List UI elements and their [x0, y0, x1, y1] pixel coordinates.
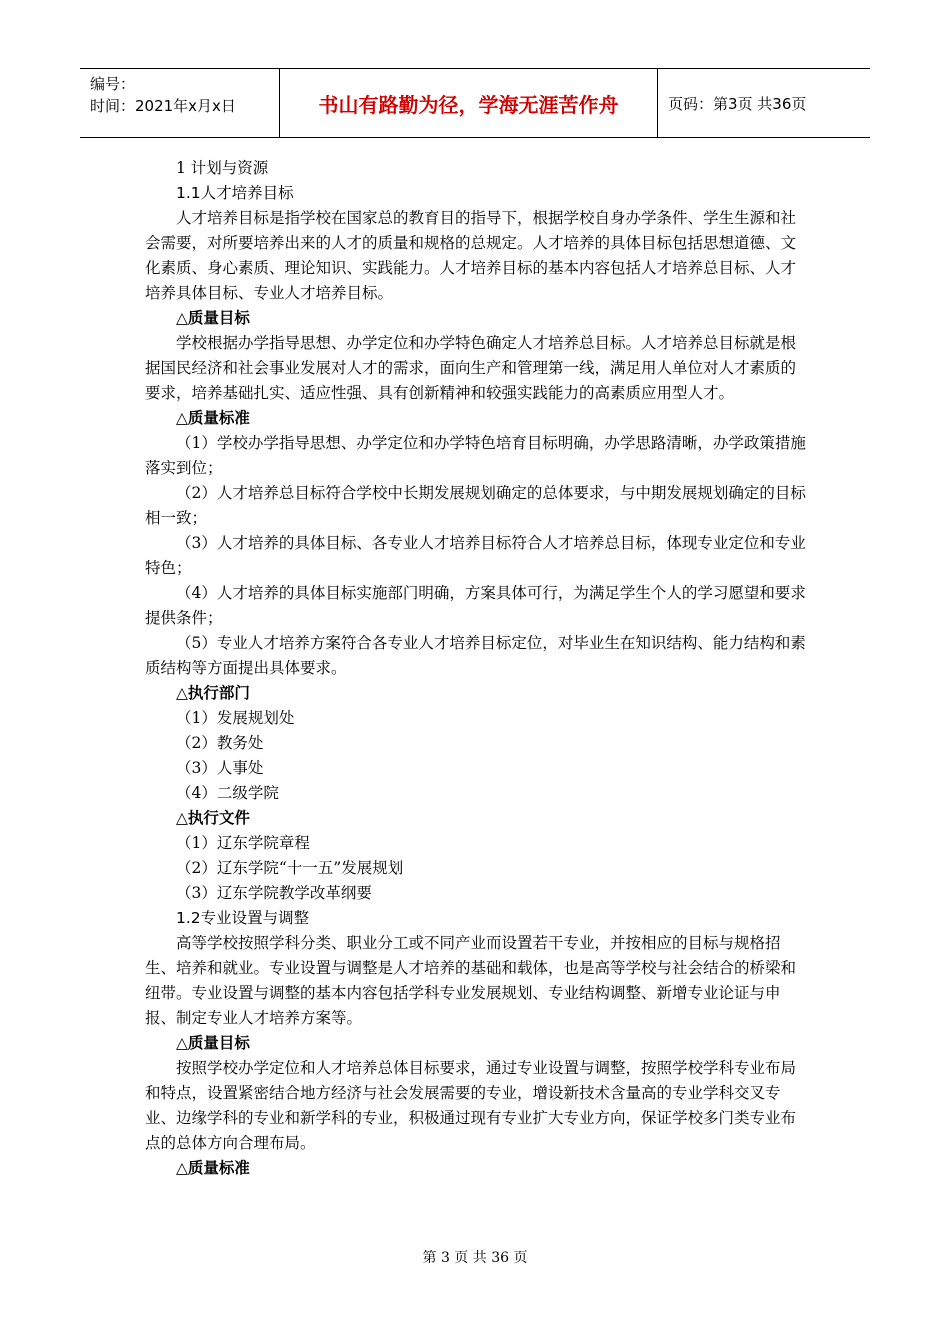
list-item: （1）辽东学院章程 — [176, 834, 310, 852]
page-footer: 第 3 页 共 36 页 — [422, 1250, 528, 1266]
quality-goal-heading: △质量目标 — [176, 1034, 250, 1052]
paragraph: 按照学校办学定位和人才培养总体目标要求，通过专业设置与调整，按照学校学科专业布局和特点，设置紧密结合地方经济与社会发展需要的专业，增设新技术含量高的专业学科交叉专业、边缘学科的专业和新学科的专业，积极通过现有专业扩大专业方向，保证学校多门类专业布点的总体方向合理布局。 — [145, 1059, 797, 1152]
list-item: （3）辽东学院教学改革纲要 — [176, 884, 372, 902]
paragraph: 人才培养目标是指学校在国家总的教育目的指导下，根据学校自身办学条件、学生生源和社会需要，对所要培养出来的人才的质量和规格的总规定。人才培养的具体目标包括思想道德、文化素质、身心素质、理论知识、实践能力。人才培养目标的基本内容包括人才培养总目标、人才培养具体目标、专业人才培养目标。 — [145, 209, 797, 302]
subsection-title: 1.1人才培养目标 — [176, 184, 294, 202]
paragraph: 学校根据办学指导思想、办学定位和办学特色确定人才培养总目标。人才培养总目标就是根据国民经济和社会事业发展对人才的需求，面向生产和管理第一线，满足用人单位对人才素质的要求，培养基础扎实、适应性强、具有创新精神和较强实践能力的高素质应用型人才。 — [145, 334, 797, 402]
list-item: （1）学校办学指导思想、办学定位和办学特色培育目标明确，办学思路清晰，办学政策措施落实到位； — [145, 434, 806, 477]
list-item: （2）教务处 — [176, 734, 264, 752]
list-item: （4）二级学院 — [176, 784, 279, 802]
list-item: （4）人才培养的具体目标实施部门明确，方案具体可行，为满足学生个人的学习愿望和要求提供条件； — [145, 584, 806, 627]
list-item: （3）人才培养的具体目标、各专业人才培养目标符合人才培养总目标，体现专业定位和专业特色； — [145, 534, 806, 577]
header-motto: 书山有路勤为径，学海无涯苦作舟 — [280, 69, 658, 137]
doc-heading: △执行文件 — [176, 809, 250, 827]
document-body — [145, 156, 807, 1181]
list-item: （3）人事处 — [176, 759, 264, 777]
list-item: （2）人才培养总目标符合学校中长期发展规划确定的总体要求，与中期发展规划确定的目标相一致； — [145, 484, 806, 527]
paragraph: 高等学校按照学科分类、职业分工或不同产业而设置若干专业，并按相应的目标与规格招生、培养和就业。专业设置与调整是人才培养的基础和载体，也是高等学校与社会结合的桥梁和纽带。专业设置与调整的基本内容包括学科专业发展规划、专业结构调整、新增专业论证与申报、制定专业人才培养方案等。 — [145, 934, 797, 1027]
date-line: 时间：2021年x月x日 — [90, 97, 236, 115]
quality-standard-heading: △质量标准 — [176, 409, 250, 427]
number-label: 编号： — [90, 75, 136, 93]
list-item: （2）辽东学院“十一五”发展规划 — [176, 859, 404, 877]
quality-goal-heading: △质量目标 — [176, 309, 250, 327]
section-title: 1 计划与资源 — [176, 159, 269, 177]
list-item: （1）发展规划处 — [176, 709, 295, 727]
quality-standard-heading: △质量标准 — [176, 1159, 250, 1177]
page-header — [80, 68, 870, 138]
subsection-title: 1.2专业设置与调整 — [176, 909, 310, 927]
list-item: （5）专业人才培养方案符合各专业人才培养目标定位，对毕业生在知识结构、能力结构和素质结构等方面提出具体要求。 — [145, 634, 806, 677]
header-left — [80, 69, 280, 137]
header-page-info: 页码：第3页 共36页 — [668, 94, 807, 113]
dept-heading: △执行部门 — [176, 684, 250, 702]
